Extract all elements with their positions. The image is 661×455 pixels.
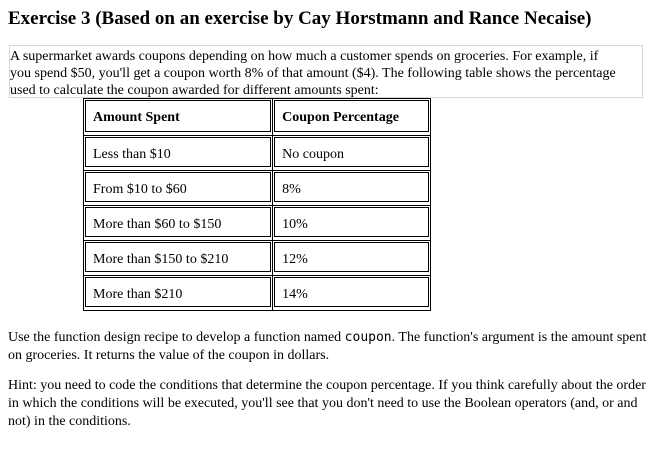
table-row	[84, 136, 431, 171]
amount-cell: More than $60 to $150	[84, 206, 273, 241]
percentage-cell: 12%	[273, 241, 431, 276]
table-row	[84, 241, 431, 276]
hint-paragraph: Hint: you need to code the conditions that determine the coupon percentage. If you think carefully about the order in which the conditions will be executed, you'll see that you don't need to use the Boolean operators (and, or and not) in the conditions.	[8, 378, 646, 429]
intro-paragraph	[9, 45, 643, 98]
table-row	[84, 171, 431, 206]
header-amount-spent: Amount Spent	[84, 99, 273, 136]
amount-cell: Less than $10	[84, 136, 273, 171]
percentage-cell: 8%	[273, 171, 431, 206]
percentage-cell: No coupon	[273, 136, 431, 171]
amount-cell: From $10 to $60	[84, 171, 273, 206]
table-row	[84, 206, 431, 241]
intro-line-3: used to calculate the coupon awarded for different amounts spent:	[10, 83, 379, 98]
table-header-row	[84, 99, 431, 136]
amount-cell: More than $210	[84, 276, 273, 311]
intro-line-1: A supermarket awards coupons depending on how much a customer spends on groceries. For example, if	[10, 49, 599, 64]
exercise-title: Exercise 3 (Based on an exercise by Cay Horstmann and Rance Necaise)	[8, 8, 592, 29]
intro-line-2: you spend $50, you'll get a coupon worth 8% of that amount ($4). The following table shows the percentage	[10, 66, 616, 81]
amount-cell: More than $150 to $210	[84, 241, 273, 276]
instructions-paragraph	[8, 329, 648, 365]
coupon-percentage-table	[83, 98, 431, 311]
instructions-text-after: . The function's argument is the amount spent on groceries. It returns the value of the coupon in dollars.	[8, 330, 647, 363]
instructions-text-before: Use the function design recipe to develop a function named	[8, 330, 345, 345]
percentage-cell: 14%	[273, 276, 431, 311]
function-name-code: coupon	[344, 330, 392, 345]
header-coupon-percentage: Coupon Percentage	[273, 99, 431, 136]
percentage-cell: 10%	[273, 206, 431, 241]
table-row	[84, 276, 431, 311]
